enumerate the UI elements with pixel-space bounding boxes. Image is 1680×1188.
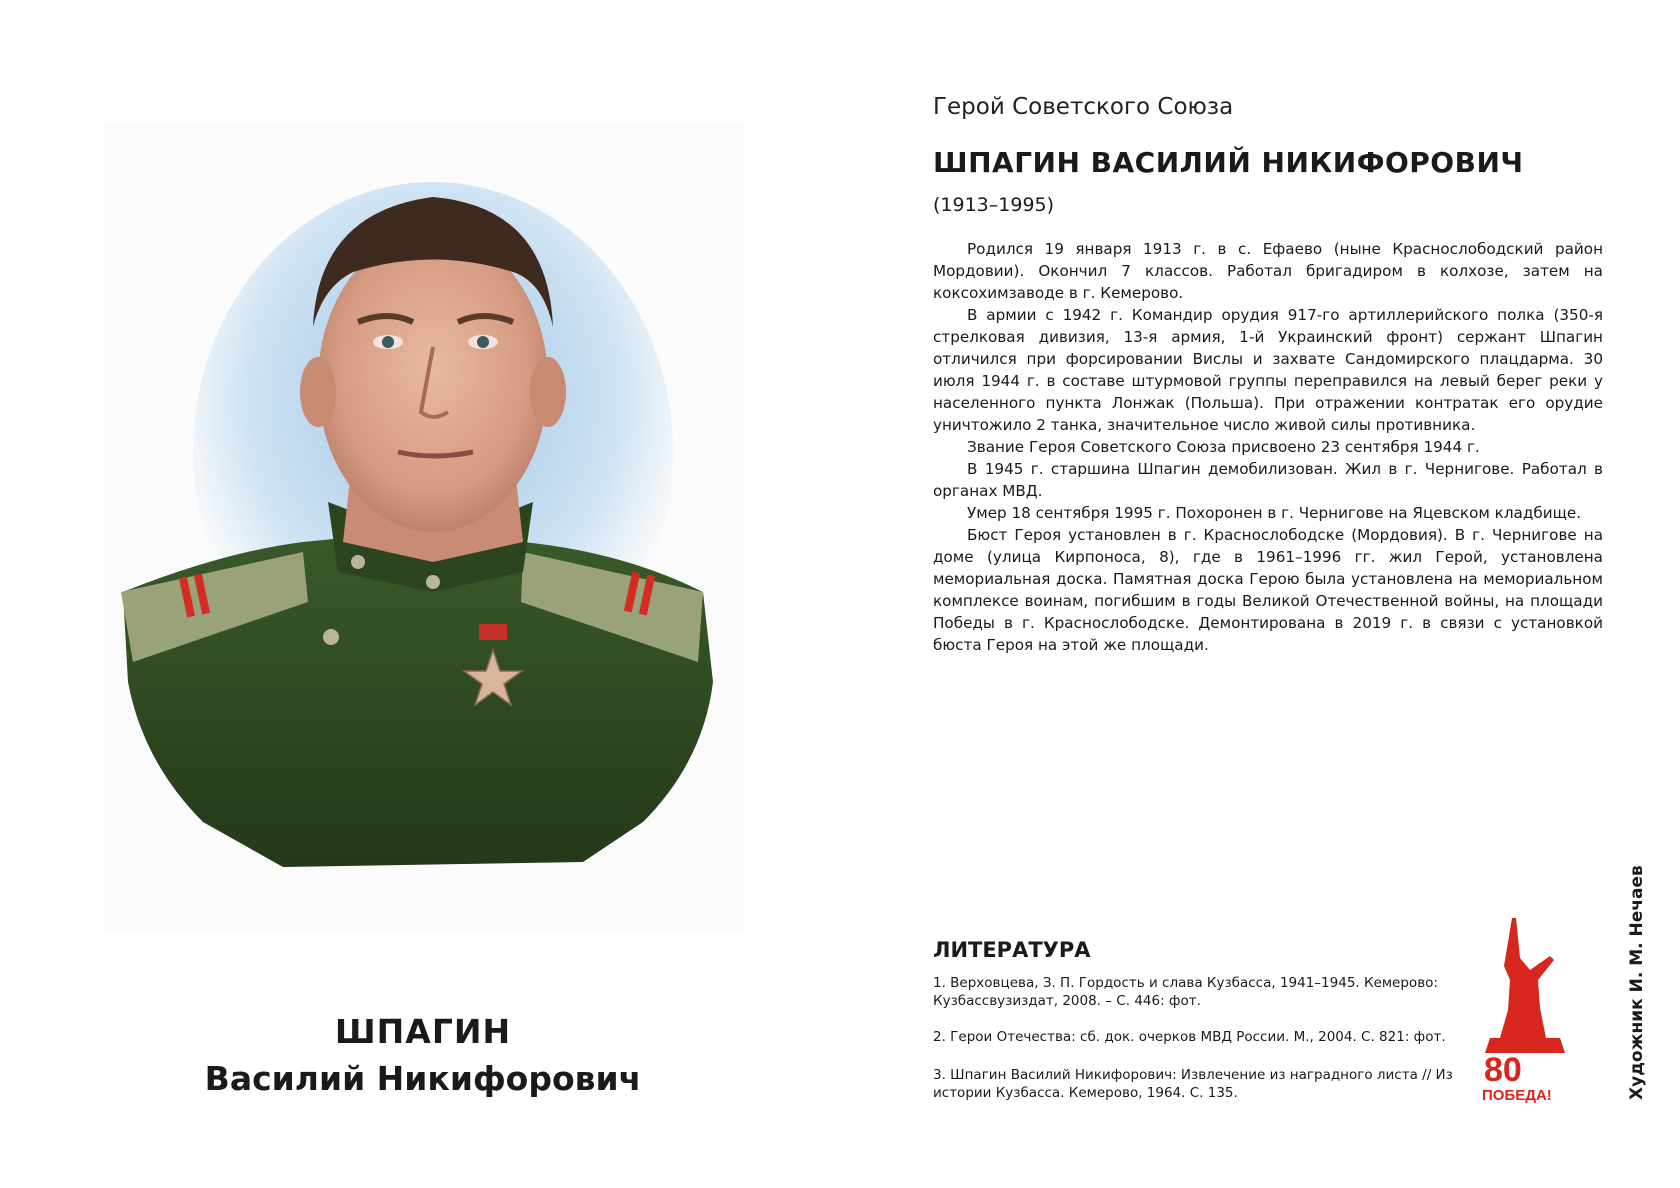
victory-80-logo (1480, 918, 1578, 1108)
bio-paragraph: В армии с 1942 г. Командир орудия 917-го артиллерийского полка (350-я стрелковая дивизия, 13-я армия, 1-й Украинский фронт) сержант Шпагин отличился при форсировании Вислы и захвате Сандомирского плацдарма. 30 июля 1944 г. в составе штурмовой группы переправился на левый берег реки у населенного пункта Лонжак (Польша). При отражении контратак его орудие уничтожило 2 танка, значительное число живой силы противника. (933, 306, 1603, 434)
medal-ribbon (479, 624, 507, 640)
portrait-caption-given-names: Василий Никифорович (204, 1059, 642, 1098)
portrait-painting (103, 122, 743, 932)
life-years: (1913–1995) (933, 194, 1055, 216)
literature-heading: ЛИТЕРАТУРА (933, 938, 1091, 962)
bio-paragraph: Родился 19 января 1913 г. в с. Ефаево (ныне Краснослободский район Мордовии). Окончил 7 классов. Работал бригадиром в колхозе, затем на коксохимзаводе в г. Кемерово. (933, 240, 1603, 302)
bio-paragraph: В 1945 г. старшина Шпагин демобилизован. Жил в г. Чернигове. Работал в органах МВД. (933, 460, 1603, 500)
page-title: ШПАГИН ВАСИЛИЙ НИКИФОРОВИЧ (933, 146, 1524, 179)
motherland-statue-icon (1500, 918, 1554, 1038)
literature-item: 3. Шпагин Василий Никифорович: Извлечение из наградного листа // Из истории Кузбасса. Кемерово, 1964. С. 135. (933, 1067, 1453, 1101)
artist-credit: Художник И. М. Нечаев (1627, 865, 1647, 1100)
right-page (840, 0, 1680, 1188)
literature-item: 1. Верховцева, З. П. Гордость и слава Кузбасса, 1941–1945. Кемерово: Кузбассвузиздат, 2008. – С. 446: фот. (933, 975, 1438, 1009)
subtitle-hero-title: Герой Советского Союза (933, 94, 1234, 120)
bio-paragraph: Звание Героя Советского Союза присвоено 23 сентября 1944 г. (967, 438, 1480, 456)
literature-item: 2. Герои Отечества: сб. док. очерков МВД России. М., 2004. С. 821: фот. (933, 1029, 1446, 1045)
logo-text: ПОБЕДА! (1482, 1087, 1552, 1104)
portrait-illustration (103, 122, 743, 932)
biography-text (933, 238, 1603, 656)
portrait-caption-surname: ШПАГИН (334, 1012, 512, 1051)
bio-paragraph: Бюст Героя установлен в г. Краснослободске (Мордовия). В г. Чернигове на доме (улица Кирпоноса, 8), где в 1961–1996 гг. жил Герой, установлена мемориальная доска. Памятная доска Герою была установлена на мемориальном комплексе воинам, погибшим в годы Великой Отечественной войны, на площади Победы в г. Краснослободске. Демонтирована в 2019 г. в связи с установкой бюста Героя на этой же площади. (933, 526, 1603, 654)
logo-number: 80 (1484, 1051, 1522, 1089)
bio-paragraph: Умер 18 сентября 1995 г. Похоронен в г. Чернигове на Яцевском кладбище. (967, 504, 1582, 522)
